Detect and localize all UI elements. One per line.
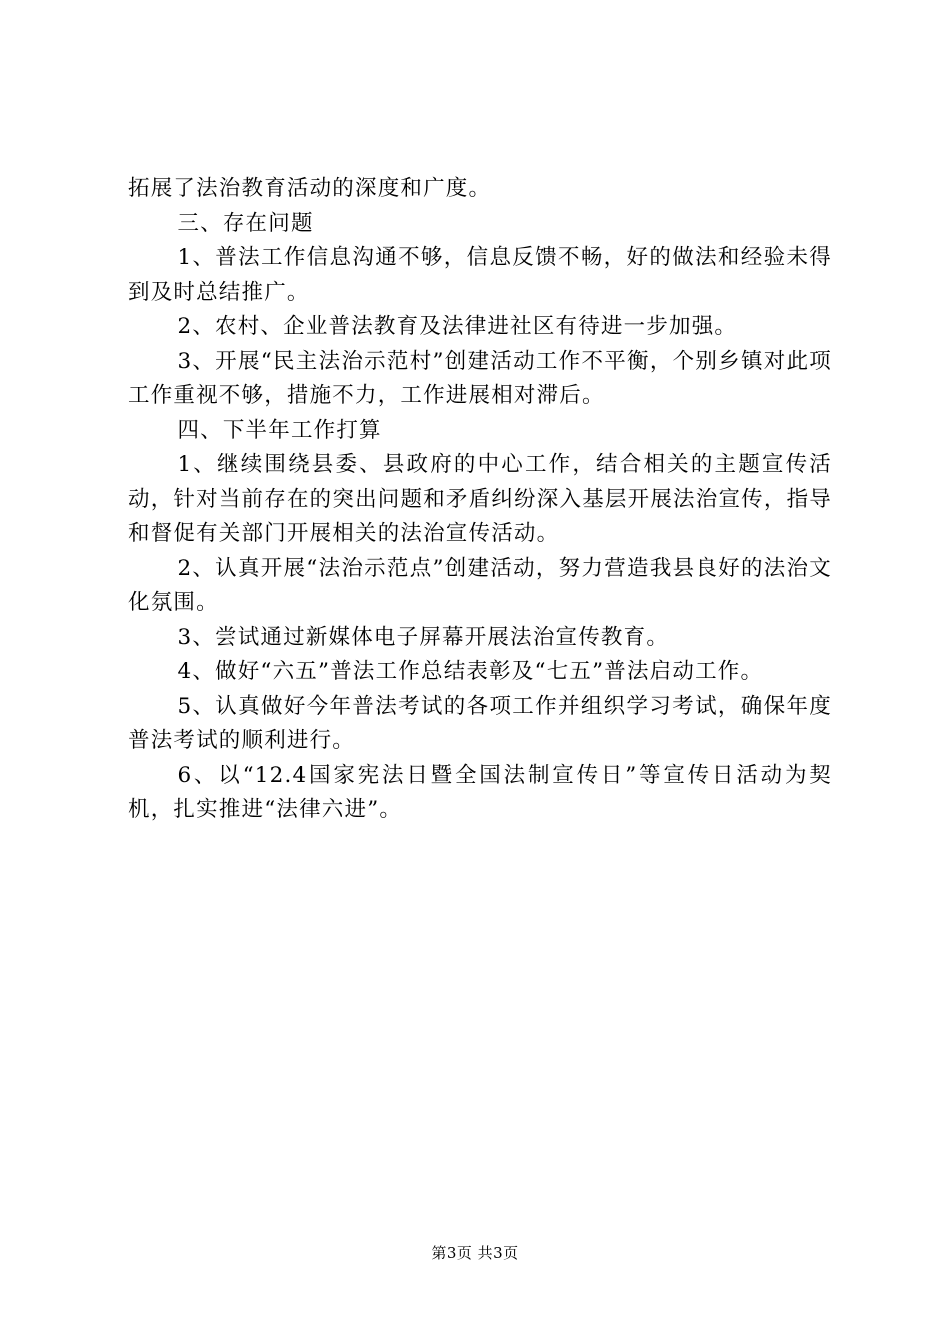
paragraph-plan-2: 2、认真开展“法治示范点”创建活动，努力营造我县良好的法治文化氛围。 <box>128 555 832 615</box>
paragraph-plan-1: 1、继续围绕县委、县政府的中心工作，结合相关的主题宣传活动，针对当前存在的突出问题和矛盾纠纷深入基层开展法治宣传，指导和督促有关部门开展相关的法治宣传活动。 <box>128 452 832 546</box>
page-number-label: 第3页 共3页 <box>431 1244 519 1262</box>
paragraph-plan-6: 6、以“12.4国家宪法日暨全国法制宣传日”等宣传日活动为契机，扎实推进“法律六进”。 <box>128 762 832 822</box>
page-footer <box>0 1243 950 1263</box>
paragraph-plan-5: 5、认真做好今年普法考试的各项工作并组织学习考试，确保年度普法考试的顺利进行。 <box>128 693 832 753</box>
paragraph-problem-3: 3、开展“民主法治示范村”创建活动工作不平衡，个别乡镇对此项工作重视不够，措施不力，工作进展相对滞后。 <box>128 348 832 408</box>
paragraph-plan-3: 3、尝试通过新媒体电子屏幕开展法治宣传教育。 <box>177 624 670 650</box>
paragraph-continuation: 拓展了法治教育活动的深度和广度。 <box>128 176 492 201</box>
document-body <box>128 172 832 828</box>
paragraph-problem-1: 1、普法工作信息沟通不够，信息反馈不畅，好的做法和经验未得到及时总结推广。 <box>128 245 832 305</box>
paragraph-problem-2: 2、农村、企业普法教育及法律进社区有待进一步加强。 <box>177 314 738 339</box>
paragraph-plan-4: 4、做好“六五”普法工作总结表彰及“七五”普法启动工作。 <box>177 659 764 684</box>
section-heading-problems: 三、存在问题 <box>177 210 314 236</box>
section-heading-plans: 四、下半年工作打算 <box>177 417 382 443</box>
